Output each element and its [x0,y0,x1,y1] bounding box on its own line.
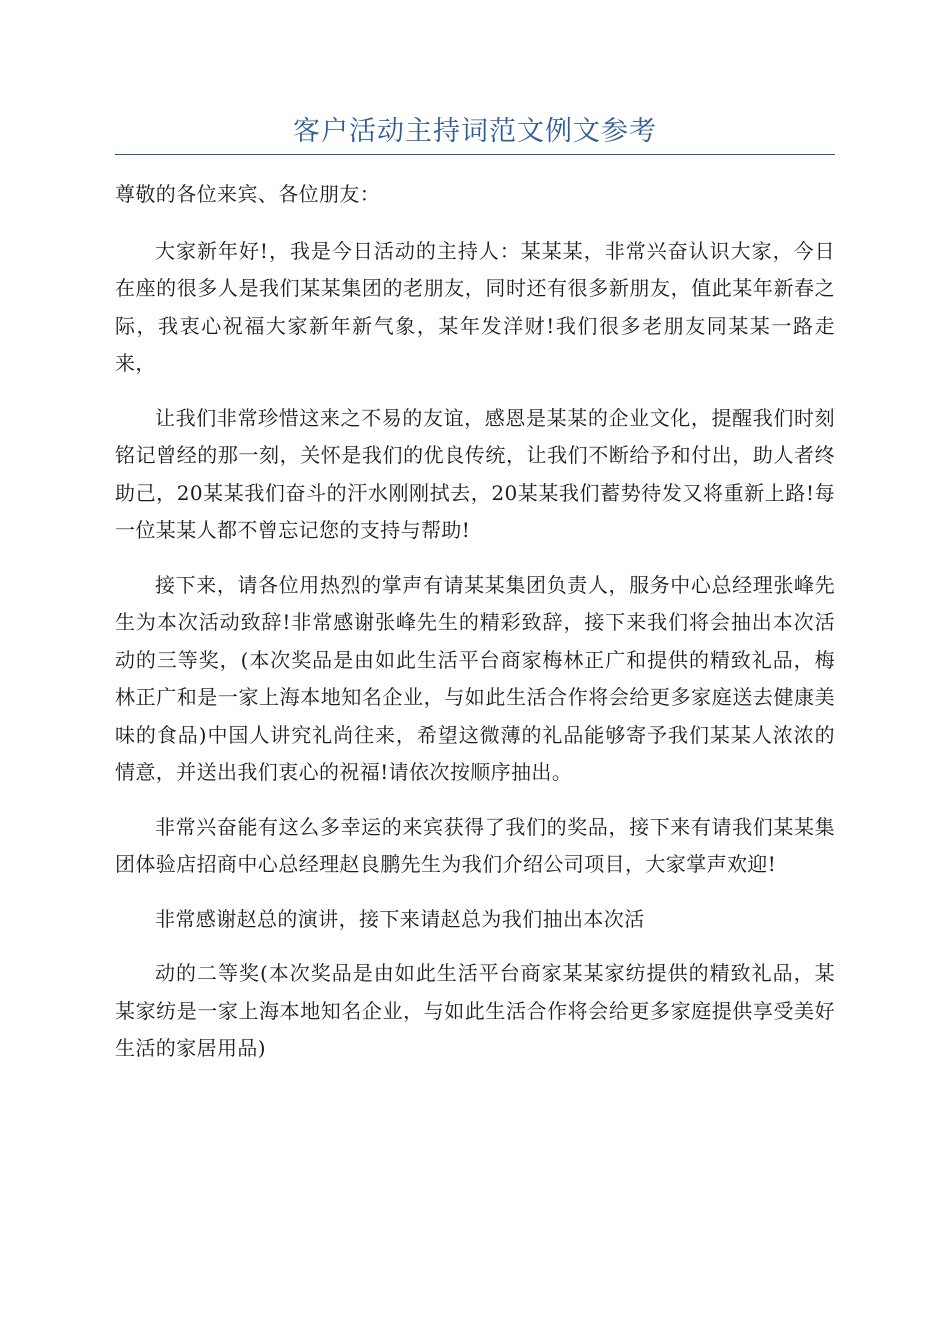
greeting-line: 尊敬的各位来宾、各位朋友： [115,182,381,206]
paragraph-2: 让我们非常珍惜这来之不易的友谊，感恩是某某的企业文化，提醒我们时刻铭记曾经的那一刻，关怀是我们的优良传统，让我们不断给予和付出，助人者终助己，20某某我们奋斗的汗水刚刚拭去，20某某我们蓄势待发又将重新上路!每一位某某人都不曾忘记您的支持与帮助! [115,405,835,542]
title-underline [115,154,835,155]
document-title: 客户活动主持词范文例文参考 [293,116,657,147]
document-body [115,176,835,1085]
paragraph-4: 非常兴奋能有这么多幸运的来宾获得了我们的奖品，接下来有请我们某某集团体验店招商中心总经理赵良鹏先生为我们介绍公司项目，大家掌声欢迎! [115,814,835,876]
paragraph-5: 非常感谢赵总的演讲，接下来请赵总为我们抽出本次活 [155,906,645,931]
paragraph-3: 接下来，请各位用热烈的掌声有请某某集团负责人，服务中心总经理张峰先生为本次活动致辞!非常感谢张峰先生的精彩致辞，接下来我们将会抽出本次活动的三等奖，(本次奖品是由如此生活平台商家梅林正广和提供的精致礼品，梅林正广和是一家上海本地知名企业，与如此生活合作将会给更多家庭送去健康美味的食品)中国人讲究礼尚往来，希望这微薄的礼品能够寄予我们某某人浓浓的情意，并送出我们衷心的祝福!请依次按顺序抽出。 [115,572,835,784]
paragraph-6: 动的二等奖(本次奖品是由如此生活平台商家某某家纺提供的精致礼品，某某家纺是一家上海本地知名企业，与如此生活合作将会给更多家庭提供享受美好生活的家居用品) [115,961,835,1060]
paragraph-1: 大家新年好!，我是今日活动的主持人：某某某，非常兴奋认识大家，今日在座的很多人是我们某某集团的老朋友，同时还有很多新朋友，值此某年新春之际，我衷心祝福大家新年新气象，某年发洋财!我们很多老朋友同某某一路走来， [115,238,835,375]
